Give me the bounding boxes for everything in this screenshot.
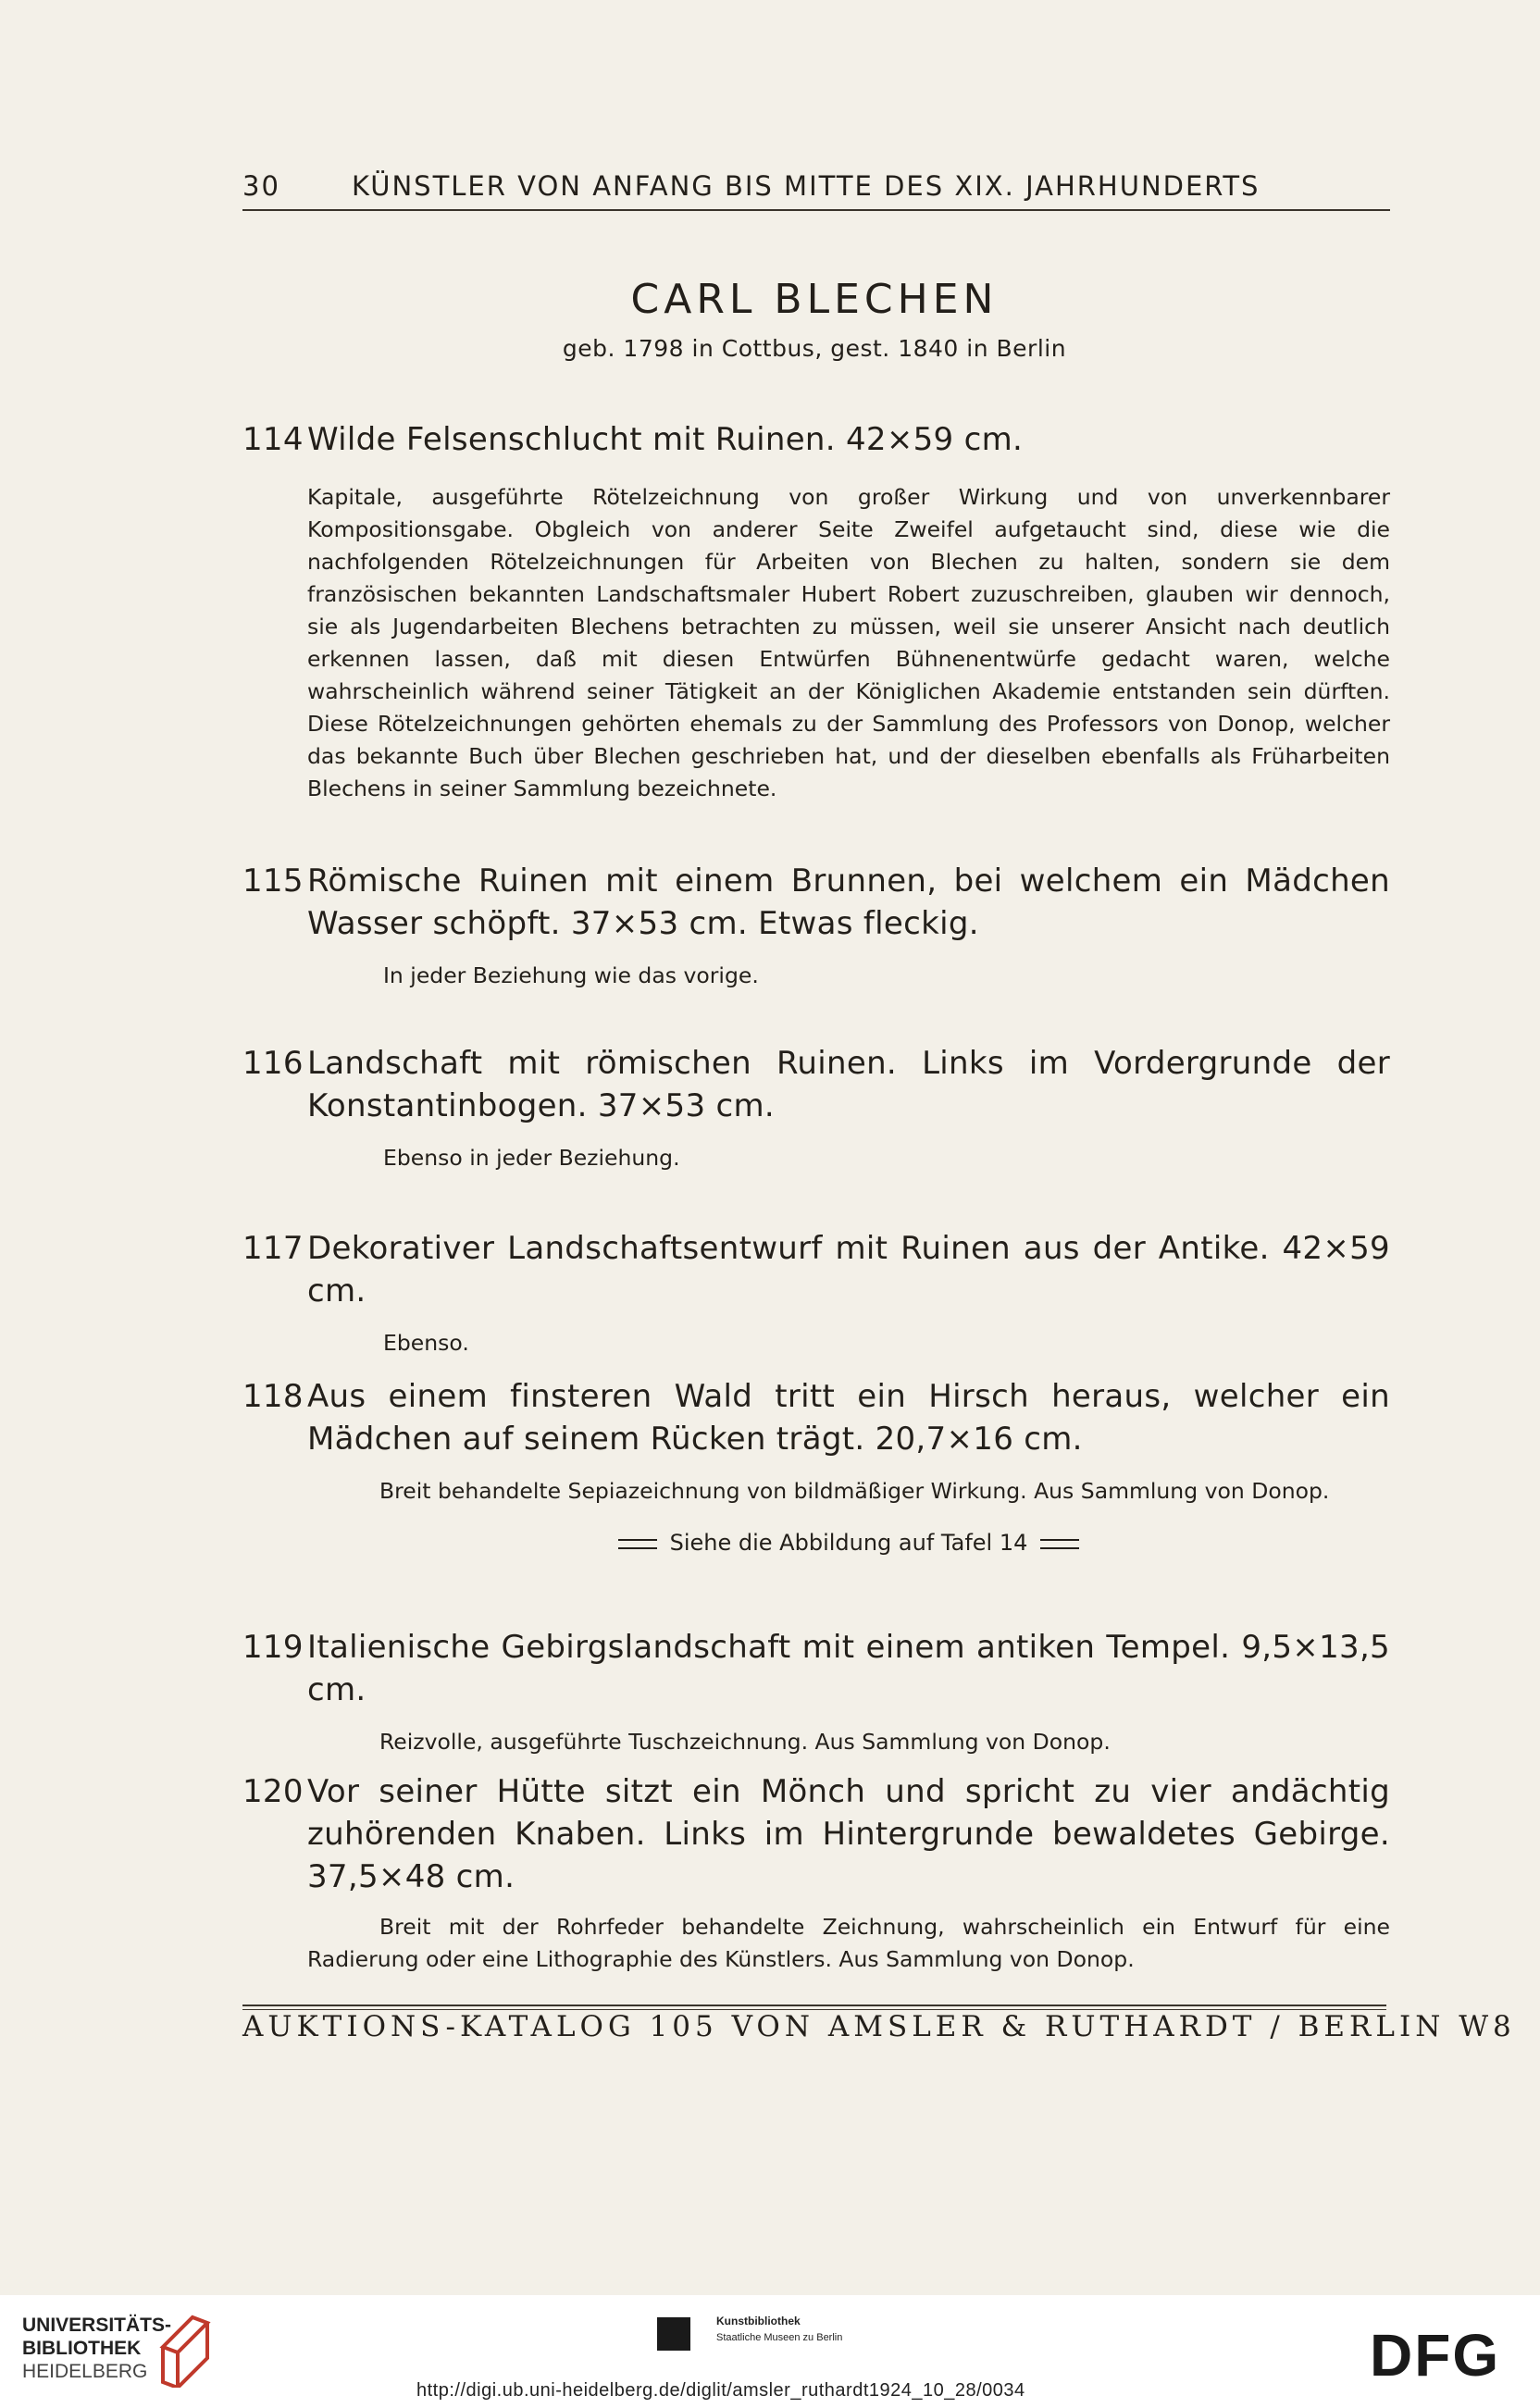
footer-rule xyxy=(242,2005,1386,2006)
permalink-url[interactable]: http://digi.ub.uni-heidelberg.de/diglit/amsler_ruthardt1924_10_28/0034 xyxy=(416,2380,1025,2401)
lot-description: Kapitale, ausgeführte Rötelzeichnung von großer Wirkung und von unverkennbarer Kompositionsgabe. Obgleich von anderer Seite Zweifel aufgetaucht sind, diese wie die nachfolgenden Rötelzeichnungen für Arbeiten von Blechen zu halten, sondern sie dem französischen bekannten Landschaftsmaler Hubert Robert zuzuschreiben, glauben wir dennoch, sie als Jugendarbeiten Blechens betrachten zu müssen, weil sie unserer Ansicht nach deutlich erkennen lassen, daß mit diesen Entwürfen Bühnenentwürfe gedacht waren, welche wahrscheinlich während seiner Tätigkeit an der Königlichen Akademie entstanden sein dürften. Diese Rötelzeichnungen gehörten ehemals zu der Sammlung des Professors von Donop, welcher das bekannte Buch über Blechen geschrieben hat, und der dieselben ebenfalls als Früharbeiten Blechens in seiner Sammlung bezeichnete. xyxy=(307,484,1390,801)
lot-number: 120 xyxy=(242,1773,304,1810)
lot-description: In jeder Beziehung wie das vorige. xyxy=(383,962,759,988)
kb-name: Kunstbibliothek xyxy=(716,2315,801,2327)
lot-title xyxy=(242,1770,1390,1898)
library-bar xyxy=(0,2295,1540,2408)
running-head-title: KÜNSTLER VON ANFANG BIS MITTE DES XIX. JAHRHUNDERTS xyxy=(352,170,1261,202)
lot-title-text: Römische Ruinen mit einem Brunnen, bei welchem ein Mädchen Wasser schöpft. 37×53 cm. Etwas fleckig. xyxy=(307,863,1390,942)
plate-reference-text: Siehe die Abbildung auf Tafel 14 xyxy=(669,1530,1028,1556)
lot-description: Ebenso. xyxy=(383,1330,469,1356)
lot-title-text: Wilde Felsenschlucht mit Ruinen. 42×59 cm. xyxy=(307,421,1024,458)
lot-118 xyxy=(242,1375,1390,1556)
lot-description: Breit mit der Rohrfeder behandelte Zeichnung, wahrscheinlich ein Entwurf für eine Radierung oder eine Lithographie des Künstlers. Aus Sammlung von Donop. xyxy=(307,1914,1390,1972)
lot-title-text: Aus einem finsteren Wald tritt ein Hirsch heraus, welcher ein Mädchen auf seinem Rücken trägt. 20,7×16 cm. xyxy=(307,1378,1390,1458)
university-library-logo[interactable] xyxy=(22,2314,171,2383)
lot-title xyxy=(242,1375,1390,1460)
kb-subtitle: Staatliche Museen zu Berlin xyxy=(716,2332,843,2343)
kunstbibliothek-label xyxy=(716,2314,842,2346)
lot-number: 118 xyxy=(242,1378,304,1415)
double-rule-right xyxy=(1040,1539,1079,1549)
lot-title xyxy=(242,1042,1390,1127)
plate-reference xyxy=(242,1530,1390,1556)
lot-description: Reizvolle, ausgeführte Tuschzeichnung. Aus Sammlung von Donop. xyxy=(379,1729,1111,1755)
artist-name: CARL BLECHEN xyxy=(630,276,999,323)
lot-number: 115 xyxy=(242,863,304,900)
lot-description: Breit behandelte Sepiazeichnung von bildmäßiger Wirkung. Aus Sammlung von Donop. xyxy=(379,1478,1330,1504)
lot-116 xyxy=(242,1042,1390,1174)
lot-title xyxy=(242,1227,1390,1312)
lot-title xyxy=(242,418,1390,461)
kunstbibliothek-logo-icon[interactable] xyxy=(657,2317,690,2351)
lot-title-text: Landschaft mit römischen Ruinen. Links im Vordergrunde der Konstantinbogen. 37×53 cm. xyxy=(307,1045,1390,1124)
lot-title xyxy=(242,1626,1390,1711)
catalog-footer: AUKTIONS-KATALOG 105 VON AMSLER & RUTHARDT / BERLIN W8 xyxy=(242,2010,1516,2043)
page-number: 30 xyxy=(242,170,280,202)
lot-title xyxy=(242,860,1390,945)
lot-title-text: Dekorativer Landschaftsentwurf mit Ruinen aus der Antike. 42×59 cm. xyxy=(307,1230,1390,1310)
lot-description: Ebenso in jeder Beziehung. xyxy=(383,1145,680,1171)
running-head xyxy=(242,170,1390,202)
header-rule xyxy=(242,209,1390,211)
lot-114 xyxy=(242,418,1390,805)
artist-life-dates: geb. 1798 in Cottbus, gest. 1840 in Berlin xyxy=(562,335,1067,362)
uni-logo-line2: BIBLIOTHEK xyxy=(22,2338,142,2359)
uni-logo-line1: UNIVERSITÄTS- xyxy=(22,2315,172,2336)
uni-logo-line3: HEIDELBERG xyxy=(22,2361,148,2382)
lot-number: 119 xyxy=(242,1629,304,1666)
dfg-logo[interactable]: DFG xyxy=(1370,2322,1501,2389)
lot-number: 114 xyxy=(242,421,304,458)
lot-title-text: Vor seiner Hütte sitzt ein Mönch und spricht zu vier andächtig zuhörenden Knaben. Links im Hintergrunde bewaldetes Gebirge. 37,5×48 cm. xyxy=(307,1773,1390,1895)
lot-120 xyxy=(242,1770,1390,1976)
lot-title-text: Italienische Gebirgslandschaft mit einem antiken Tempel. 9,5×13,5 cm. xyxy=(307,1629,1390,1708)
lot-number: 116 xyxy=(242,1045,304,1082)
lot-117 xyxy=(242,1227,1390,1359)
university-emblem-icon xyxy=(155,2310,215,2388)
double-rule-left xyxy=(618,1539,657,1549)
lot-115 xyxy=(242,860,1390,992)
lot-number: 117 xyxy=(242,1230,304,1267)
lot-119 xyxy=(242,1626,1390,1758)
